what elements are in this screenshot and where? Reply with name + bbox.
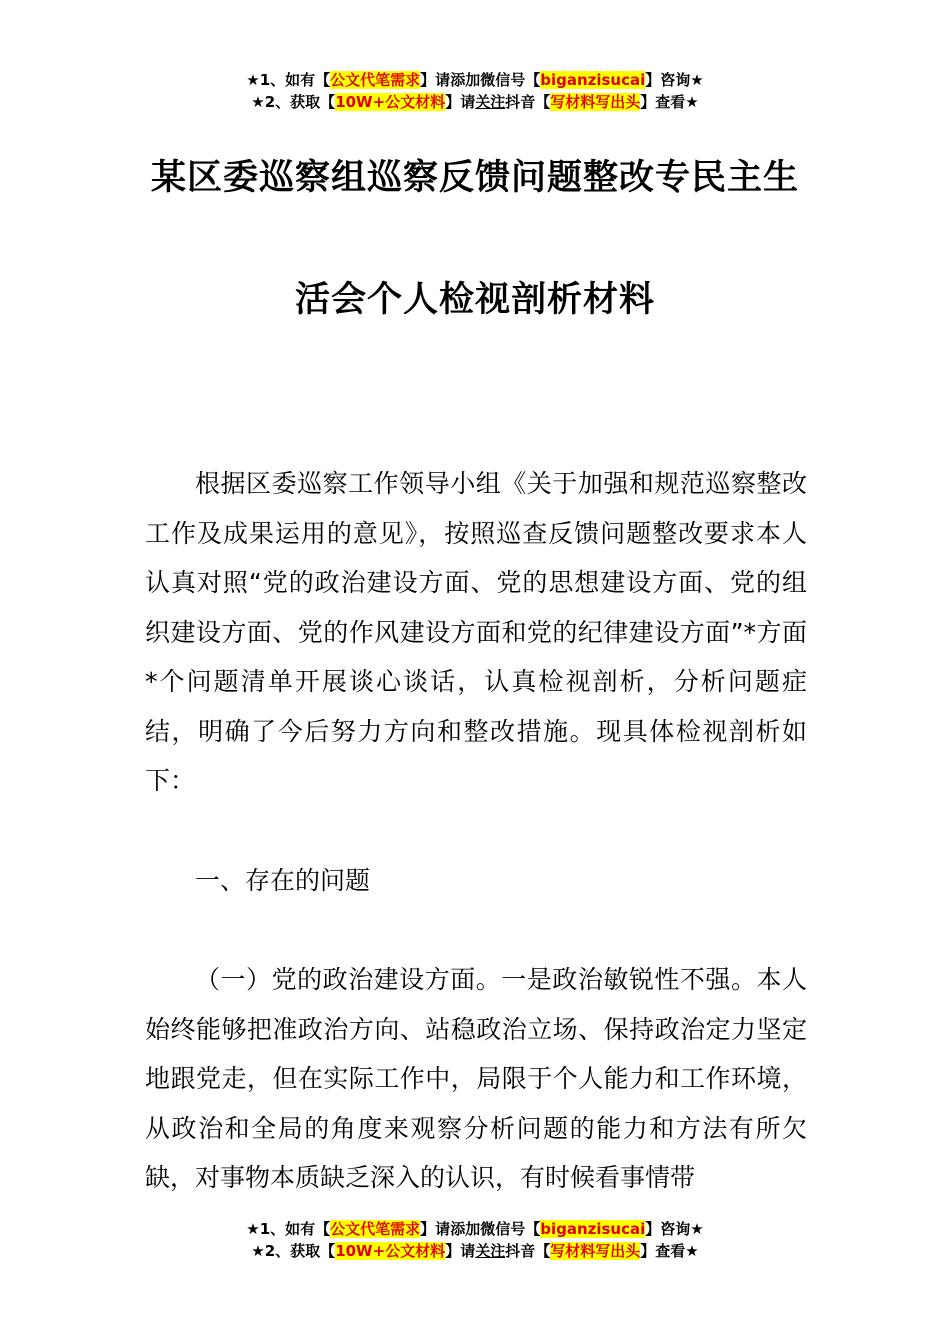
promo-emphasis: 添加 xyxy=(450,71,481,89)
promo-text: 】请 xyxy=(445,1242,476,1260)
promo-text: 抖音【 xyxy=(505,1242,551,1260)
promo-text: ★1、如有【 xyxy=(246,71,331,89)
document-title-line-2: 活会个人检视剖析材料 xyxy=(294,280,655,320)
promo-text: 】咨询★ xyxy=(645,1220,704,1238)
promo-emphasis: 关注 xyxy=(475,93,506,111)
promo-emphasis: 添加 xyxy=(450,1220,481,1238)
promo-highlight: biganzisucai xyxy=(540,71,646,89)
body-paragraph: （一）党的政治建设方面。一是政治敏锐性不强。本人始终能够把准政治方向、站稳政治立场、保持政治定力坚定地跟党走，但在实际工作中，局限于个人能力和工作环境，从政治和全局的角度来观察分析问题的能力和方法有所欠缺，对事物本质缺乏深入的认识，有时候看事情带 xyxy=(145,965,807,1192)
promo-text: 】查看★ xyxy=(640,1242,699,1260)
promo-text: 微信号【 xyxy=(480,1220,541,1238)
promo-highlight: 公文代笔需求 xyxy=(330,1220,421,1238)
promo-highlight: 10W+公文材料 xyxy=(335,93,446,111)
promo-text: 】咨询★ xyxy=(645,71,704,89)
promo-line-2 xyxy=(0,91,950,113)
promo-text: ★1、如有【 xyxy=(246,1220,331,1238)
promo-text: 】请 xyxy=(420,1220,451,1238)
promo-text: ★2、获取【 xyxy=(251,93,336,111)
promo-highlight: 写材料写出头 xyxy=(550,93,641,111)
promo-text: 微信号【 xyxy=(480,71,541,89)
promo-line-1 xyxy=(0,1218,950,1240)
promo-highlight: 写材料写出头 xyxy=(550,1242,641,1260)
promo-text: ★2、获取【 xyxy=(251,1242,336,1260)
promo-highlight: biganzisucai xyxy=(540,1220,646,1238)
promo-line-1 xyxy=(0,69,950,91)
footer-promo-banner xyxy=(0,1218,950,1262)
promo-text: 】请 xyxy=(420,71,451,89)
intro-paragraph: 根据区委巡察工作领导小组《关于加强和规范巡察整改工作及成果运用的意见》，按照巡查反馈问题整改要求本人认真对照“党的政治建设方面、党的思想建设方面、党的组织建设方面、党的作风建设方面和党的纪律建设方面”*方面*个问题清单开展谈心谈话，认真检视剖析，分析问题症结，明确了今后努力方向和整改措施。现具体检视剖析如下： xyxy=(145,469,807,795)
promo-highlight: 10W+公文材料 xyxy=(335,1242,446,1260)
header-promo-banner xyxy=(0,69,950,113)
promo-text: 】请 xyxy=(445,93,476,111)
promo-highlight: 公文代笔需求 xyxy=(330,71,421,89)
document-title-line-1: 某区委巡察组巡察反馈问题整改专民主生 xyxy=(150,158,799,198)
promo-emphasis: 关注 xyxy=(475,1242,506,1260)
promo-line-2 xyxy=(0,1240,950,1262)
promo-text: 】查看★ xyxy=(640,93,699,111)
promo-text: 抖音【 xyxy=(505,93,551,111)
section-heading: 一、存在的问题 xyxy=(195,866,371,895)
